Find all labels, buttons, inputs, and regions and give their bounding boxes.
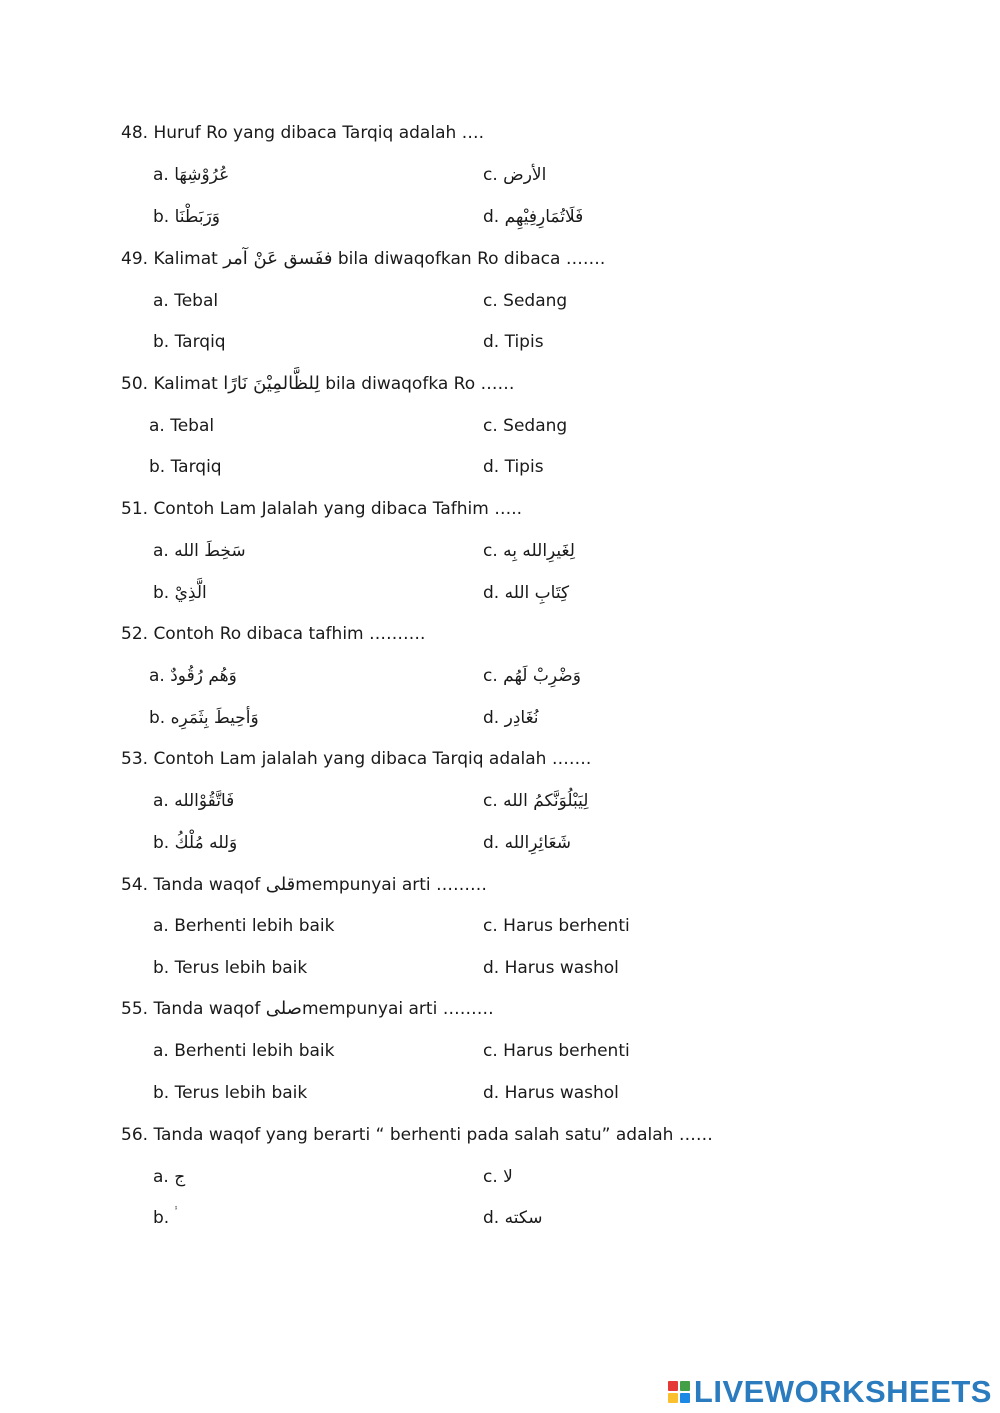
q49-option-d[interactable]: d. Tipis xyxy=(483,332,544,352)
q54-option-b[interactable]: b. Terus lebih baik xyxy=(153,958,308,978)
q48-option-a[interactable]: a. عُرُوْشِهَا xyxy=(153,165,230,185)
liveworksheets-logo[interactable] xyxy=(668,1375,992,1409)
q55-option-b[interactable]: b. Terus lebih baik xyxy=(153,1083,308,1103)
q50-option-a[interactable]: a. Tebal xyxy=(149,416,215,436)
q49-option-b[interactable]: b. Tarqiq xyxy=(153,332,226,352)
q52-option-a[interactable]: a. وَهُم رُقُودٌ xyxy=(149,666,237,686)
q55-option-c[interactable]: c. Harus berhenti xyxy=(483,1041,630,1061)
q50-option-b[interactable]: b. Tarqiq xyxy=(149,457,222,477)
q50-option-d[interactable]: d. Tipis xyxy=(483,457,544,477)
q54-waqof-sign: قلى xyxy=(265,874,296,895)
q49-text-pre: 49. Kalimat xyxy=(121,249,224,269)
q48-option-b[interactable]: b. وَرَبَطْنَا xyxy=(153,207,221,227)
logo-mark-icon xyxy=(668,1381,690,1403)
q54-text-pre: 54. Tanda waqof xyxy=(121,875,266,895)
q51-option-b[interactable]: b. الَّذِيْ xyxy=(153,583,207,603)
q49-arabic-phrase: ففَسق عَنْ آمر xyxy=(223,248,333,269)
q55-option-d[interactable]: d. Harus washol xyxy=(483,1083,619,1103)
q55-text-pre: 55. Tanda waqof xyxy=(121,999,266,1019)
q56-option-a[interactable]: a. ج xyxy=(153,1167,186,1187)
q55-option-a[interactable]: a. Berhenti lebih baik xyxy=(153,1041,335,1061)
logo-wordmark: LIVEWORKSHEETS xyxy=(693,1374,992,1409)
q51-option-a[interactable]: a. سَخِطَ الله xyxy=(153,541,246,561)
logo-square-yellow xyxy=(668,1393,678,1403)
q54-option-d[interactable]: d. Harus washol xyxy=(483,958,619,978)
question-52-text: 52. Contoh Ro dibaca tafhim ………. xyxy=(121,624,426,644)
question-54-text xyxy=(121,873,487,897)
q50-arabic-phrase: لِلظَّالمِيْنَ نَارًا xyxy=(223,373,320,394)
q55-text-post: mempunyai arti ……… xyxy=(301,999,494,1019)
q52-option-c[interactable]: c. وَضْرِبْ لَهُم xyxy=(483,666,581,686)
logo-square-blue xyxy=(680,1393,690,1403)
q49-option-a[interactable]: a. Tebal xyxy=(153,291,219,311)
logo-square-red xyxy=(668,1381,678,1391)
q50-option-c[interactable]: c. Sedang xyxy=(483,416,568,436)
q56-option-c[interactable]: c. لا xyxy=(483,1167,513,1187)
q54-option-c[interactable]: c. Harus berhenti xyxy=(483,916,630,936)
q49-option-c[interactable]: c. Sedang xyxy=(483,291,568,311)
q53-option-b[interactable]: b. وَلله مُلْكُ xyxy=(153,833,238,853)
q49-text-post: bila diwaqofkan Ro dibaca ……. xyxy=(332,249,606,269)
q54-option-a[interactable]: a. Berhenti lebih baik xyxy=(153,916,335,936)
question-56-text: 56. Tanda waqof yang berarti “ berhenti pada salah satu” adalah …… xyxy=(121,1125,713,1145)
q54-text-post: mempunyai arti ……… xyxy=(295,875,488,895)
question-55-text xyxy=(121,997,494,1021)
logo-square-green xyxy=(680,1381,690,1391)
question-50-text xyxy=(121,372,515,396)
q53-option-c[interactable]: c. لِيَبْلُوَنَّكمُ الله xyxy=(483,791,589,811)
q52-option-b[interactable]: b. وَأحِيطَ بِثَمَرِه xyxy=(149,708,259,728)
question-49-text xyxy=(121,247,605,271)
q53-option-d[interactable]: d. شَعَائِرِالله xyxy=(483,833,571,853)
q56-option-b[interactable]: b. ۛ ۛ xyxy=(153,1208,179,1228)
q51-option-d[interactable]: d. كِتَابِ الله xyxy=(483,583,570,603)
q48-option-d[interactable]: d. فَلَاتُمَارِفِيْهِم xyxy=(483,207,584,227)
question-51-text: 51. Contoh Lam Jalalah yang dibaca Tafhim ….. xyxy=(121,499,523,519)
q48-option-c[interactable]: c. الأرض xyxy=(483,165,547,185)
q51-option-c[interactable]: c. لِغَيرِالله بِه xyxy=(483,541,575,561)
q56-option-d[interactable]: d. سكته xyxy=(483,1208,543,1228)
q53-option-a[interactable]: a. فَاتَّقُوْالله xyxy=(153,791,235,811)
q52-option-d[interactable]: d. نُغَادِر xyxy=(483,708,539,728)
q50-text-post: bila diwaqofka Ro …… xyxy=(319,374,515,394)
q55-waqof-sign: صلى xyxy=(265,998,302,1019)
question-48-text: 48. Huruf Ro yang dibaca Tarqiq adalah …. xyxy=(121,123,485,143)
question-53-text: 53. Contoh Lam jalalah yang dibaca Tarqiq adalah ……. xyxy=(121,749,592,769)
q50-text-pre: 50. Kalimat xyxy=(121,374,224,394)
